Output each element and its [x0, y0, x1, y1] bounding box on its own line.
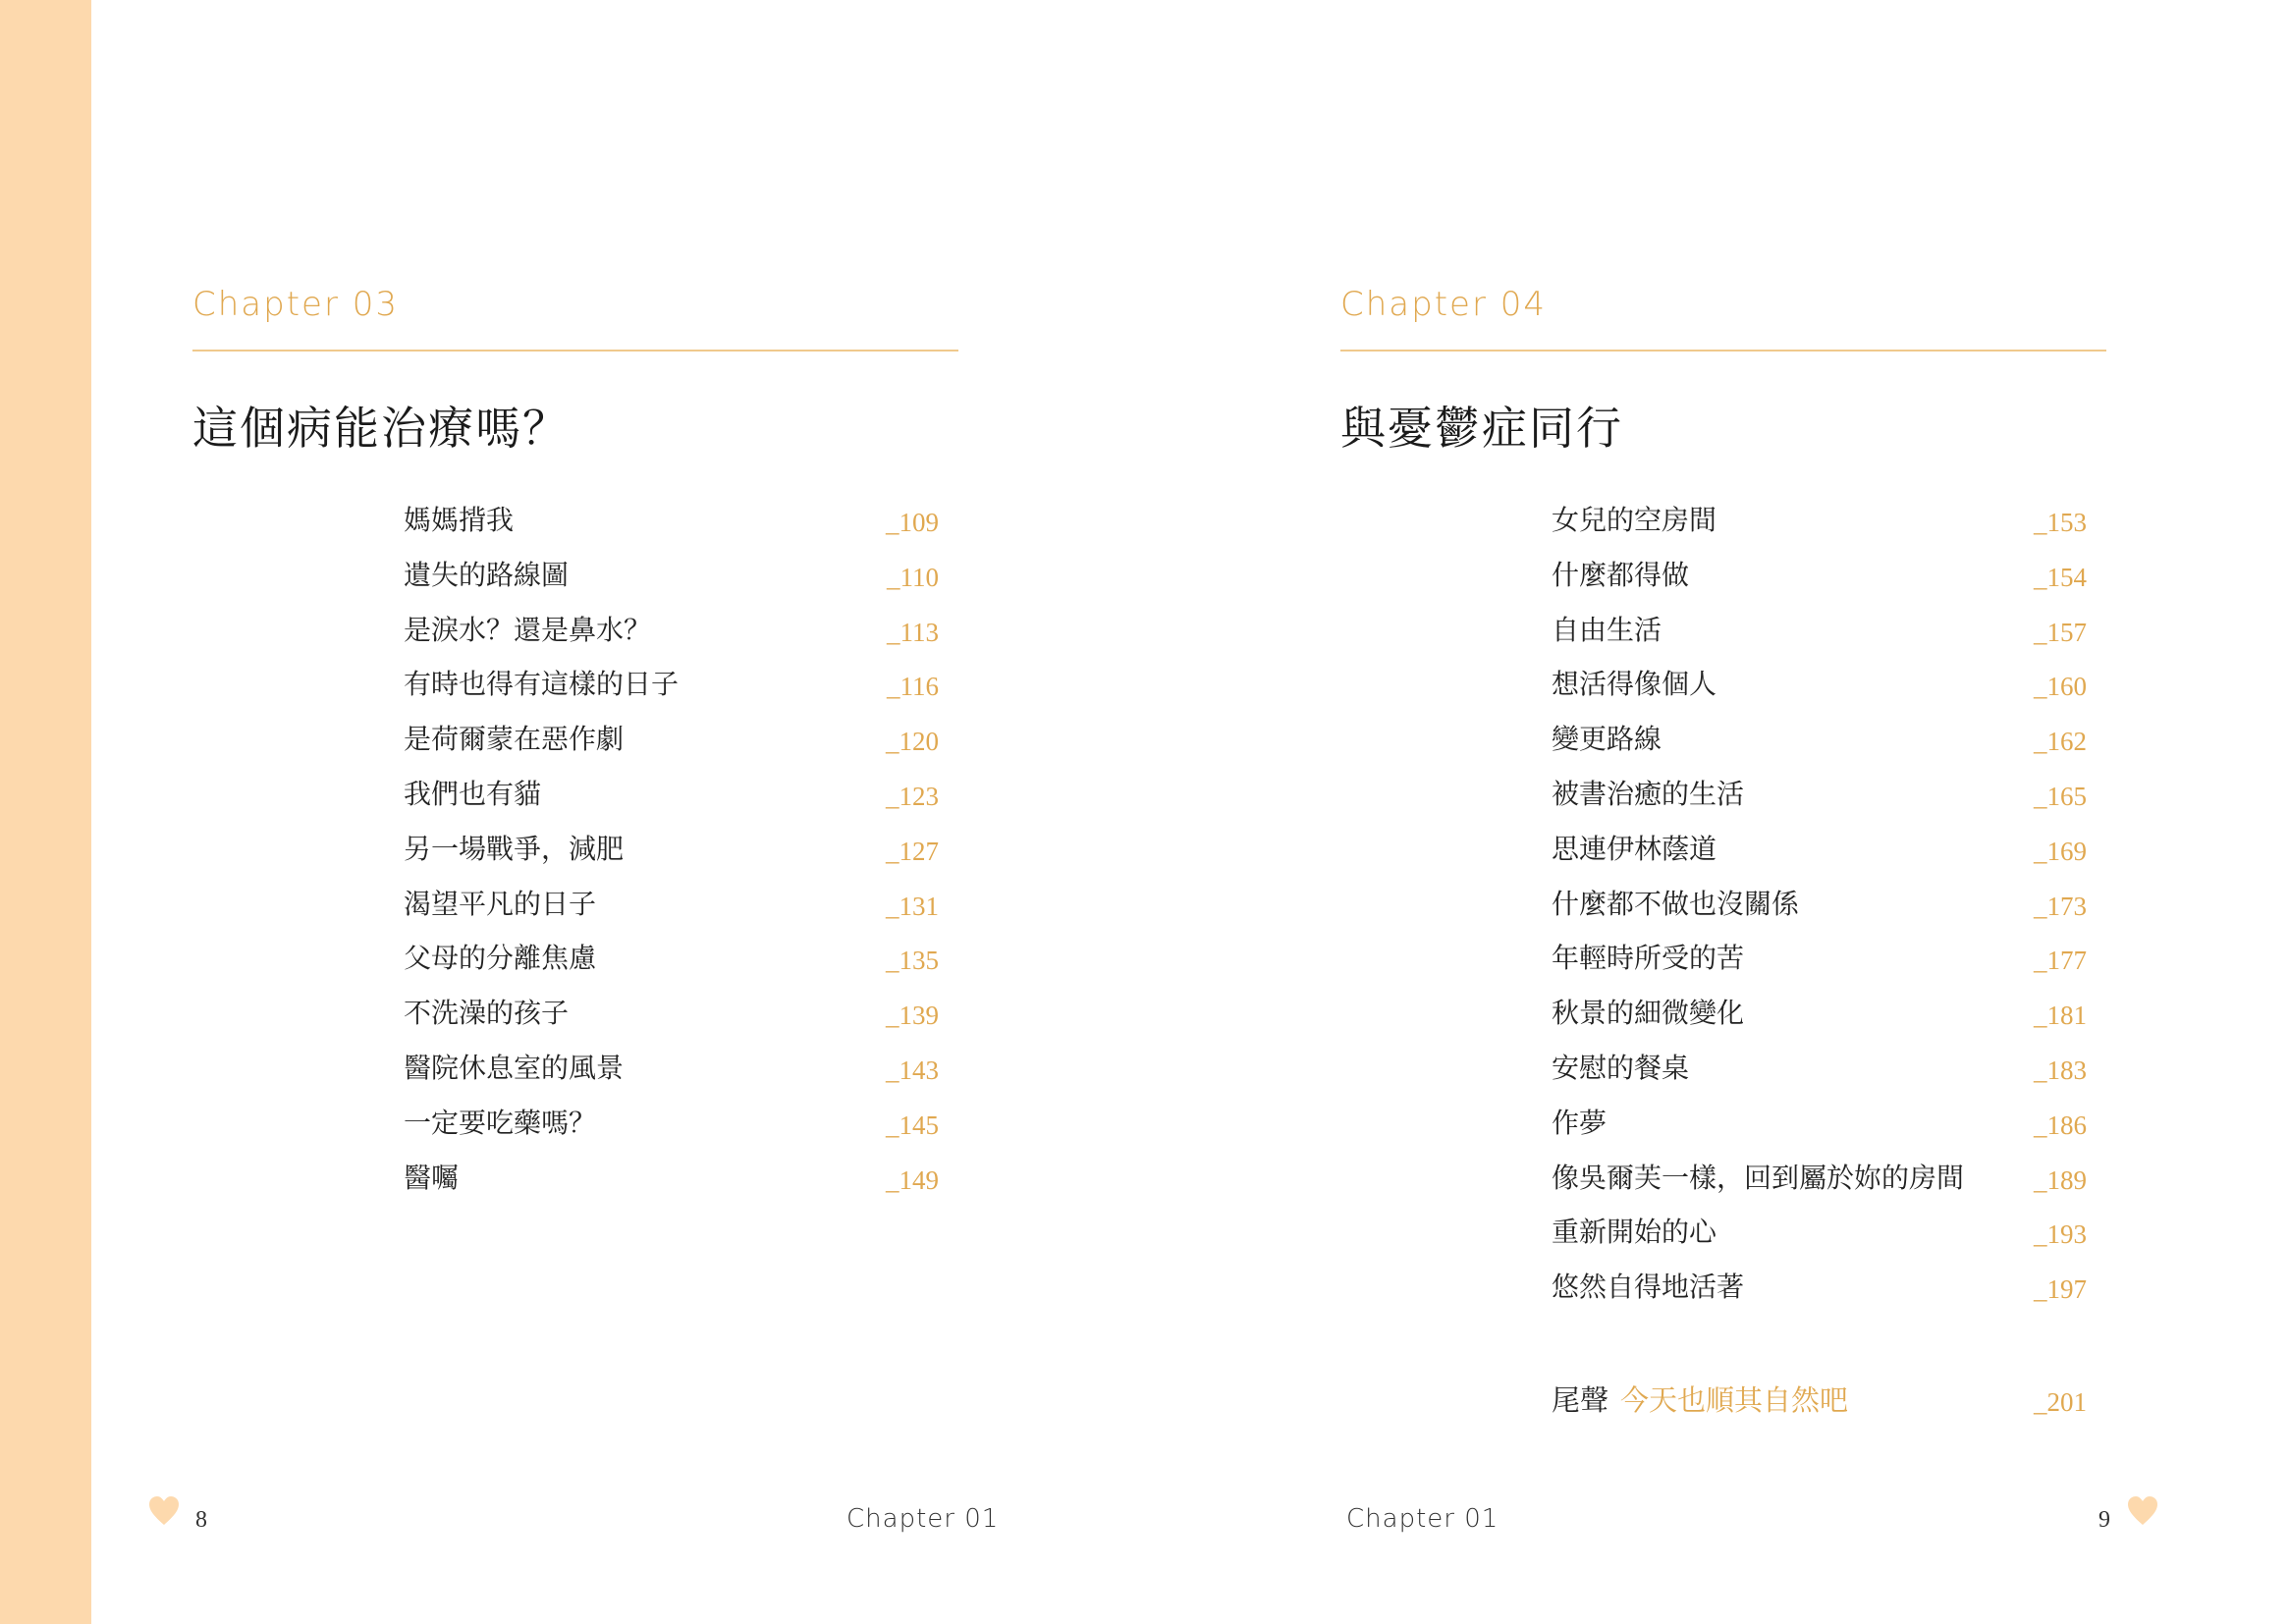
- entry-title: 醫囑: [404, 1161, 460, 1194]
- epilogue-entry[interactable]: [1552, 1382, 2087, 1422]
- running-head: Chapter 01: [1346, 1504, 1499, 1534]
- toc-entry[interactable]: [1552, 1215, 2087, 1270]
- heart-icon: [2126, 1494, 2159, 1528]
- entry-page-number: _165: [2034, 781, 2087, 811]
- entry-title: 是荷爾蒙在惡作劇: [404, 723, 625, 756]
- entry-title: 遺失的路線圖: [404, 558, 570, 591]
- entry-page-number: _189: [2034, 1164, 2087, 1195]
- entry-title: 思連伊林蔭道: [1552, 832, 1717, 865]
- toc-entry[interactable]: [1552, 667, 2087, 722]
- entry-title: 重新開始的心: [1552, 1216, 1717, 1249]
- entry-page-number: _193: [2034, 1219, 2087, 1250]
- epilogue-title: 今天也順其自然吧: [1620, 1383, 1849, 1417]
- entry-title: 女兒的空房間: [1552, 504, 1717, 536]
- epilogue-label: 尾聲: [1552, 1383, 1609, 1417]
- toc-entry[interactable]: [404, 1161, 939, 1216]
- entry-title: 渴望平凡的日子: [404, 887, 597, 920]
- toc-entry[interactable]: [404, 667, 939, 722]
- entry-page-number: _149: [886, 1164, 939, 1195]
- entry-title: 是淚水？還是鼻水？: [404, 613, 652, 646]
- entry-title: 醫院休息室的風景: [404, 1051, 625, 1084]
- chapter-title: 與憂鬱症同行: [1340, 402, 1623, 455]
- left-page: [192, 0, 958, 1624]
- entry-page-number: _181: [2034, 1001, 2087, 1031]
- page-number: 9: [2098, 1507, 2110, 1533]
- entry-title: 像吳爾芙一樣，回到屬於妳的房間: [1552, 1161, 1965, 1194]
- toc-entry[interactable]: [1552, 613, 2087, 668]
- entry-title: 悠然自得地活著: [1552, 1271, 1745, 1304]
- entry-page-number: _143: [886, 1055, 939, 1085]
- entry-page-number: _116: [887, 672, 939, 702]
- toc-entry[interactable]: [404, 832, 939, 887]
- chapter-title: 這個病能治療嗎？: [192, 402, 570, 455]
- toc-entry[interactable]: [404, 1051, 939, 1106]
- running-head: Chapter 01: [846, 1504, 1000, 1534]
- entry-page-number: _197: [2034, 1274, 2087, 1305]
- entry-page-number: _183: [2034, 1055, 2087, 1085]
- toc-entry[interactable]: [404, 613, 939, 668]
- epilogue-page: _201: [2034, 1387, 2087, 1417]
- toc-entry[interactable]: [404, 887, 939, 942]
- page-number: 8: [195, 1507, 207, 1533]
- entry-title: 什麼都得做: [1552, 558, 1690, 591]
- entry-page-number: _169: [2034, 836, 2087, 866]
- heart-icon: [147, 1494, 181, 1528]
- toc-entry[interactable]: [404, 1106, 939, 1161]
- entry-page-number: _145: [886, 1110, 939, 1140]
- entry-title: 年輕時所受的苦: [1552, 942, 1745, 975]
- toc-entry[interactable]: [1552, 722, 2087, 777]
- entry-page-number: _127: [886, 836, 939, 866]
- entry-page-number: _120: [886, 727, 939, 757]
- toc-entry[interactable]: [1552, 887, 2087, 942]
- toc-entry[interactable]: [1552, 1051, 2087, 1106]
- entry-page-number: _139: [886, 1001, 939, 1031]
- entry-page-number: _160: [2034, 672, 2087, 702]
- entry-title: 另一場戰爭，減肥: [404, 832, 625, 865]
- entry-title: 我們也有貓: [404, 777, 542, 810]
- toc-entry[interactable]: [1552, 777, 2087, 832]
- toc-entry[interactable]: [1552, 503, 2087, 558]
- entry-page-number: _135: [886, 946, 939, 976]
- entry-page-number: _110: [887, 562, 939, 592]
- entry-title: 什麼都不做也沒關係: [1552, 887, 1800, 920]
- toc-entry[interactable]: [1552, 996, 2087, 1051]
- entry-title: 安慰的餐桌: [1552, 1051, 1690, 1084]
- toc-entry[interactable]: [1552, 558, 2087, 613]
- entry-page-number: _123: [886, 781, 939, 811]
- chapter-rule: [1340, 350, 2106, 352]
- entry-page-number: _113: [887, 617, 939, 647]
- entry-title: 不洗澡的孩子: [404, 997, 570, 1030]
- entry-title: 父母的分離焦慮: [404, 942, 597, 975]
- page-edge-strip: [0, 0, 91, 1624]
- chapter-label: Chapter 03: [192, 285, 400, 324]
- toc-entry[interactable]: [1552, 1270, 2087, 1325]
- entry-page-number: _109: [886, 508, 939, 537]
- entry-page-number: _131: [886, 891, 939, 921]
- chapter-rule: [192, 350, 958, 352]
- entry-title: 秋景的細微變化: [1552, 997, 1745, 1030]
- entry-page-number: _157: [2034, 617, 2087, 647]
- toc-entry[interactable]: [1552, 1161, 2087, 1216]
- toc-entry[interactable]: [404, 722, 939, 777]
- entry-page-number: _173: [2034, 891, 2087, 921]
- toc-entry[interactable]: [1552, 832, 2087, 887]
- right-page: [1340, 0, 2106, 1624]
- chapter-label: Chapter 04: [1340, 285, 1548, 324]
- entry-title: 有時也得有這樣的日子: [404, 668, 680, 701]
- toc-entry[interactable]: [404, 941, 939, 996]
- entry-title: 媽媽揹我: [404, 504, 515, 536]
- entry-page-number: _162: [2034, 727, 2087, 757]
- toc-entry[interactable]: [1552, 941, 2087, 996]
- entry-title: 作夢: [1552, 1106, 1608, 1139]
- entry-page-number: _177: [2034, 946, 2087, 976]
- toc-entry[interactable]: [404, 777, 939, 832]
- toc-entry[interactable]: [404, 996, 939, 1051]
- entry-page-number: _154: [2034, 562, 2087, 592]
- entry-title: 變更路線: [1552, 723, 1662, 756]
- toc-entry[interactable]: [404, 558, 939, 613]
- entry-title: 自由生活: [1552, 613, 1662, 646]
- entry-page-number: _186: [2034, 1110, 2087, 1140]
- entry-title: 被書治癒的生活: [1552, 777, 1745, 810]
- toc-entry[interactable]: [404, 503, 939, 558]
- entry-title: 一定要吃藥嗎？: [404, 1106, 597, 1139]
- entry-title: 想活得像個人: [1552, 668, 1717, 701]
- toc-list: [404, 503, 939, 1215]
- entry-page-number: _153: [2034, 508, 2087, 537]
- toc-list: [1552, 503, 2087, 1325]
- toc-entry[interactable]: [1552, 1106, 2087, 1161]
